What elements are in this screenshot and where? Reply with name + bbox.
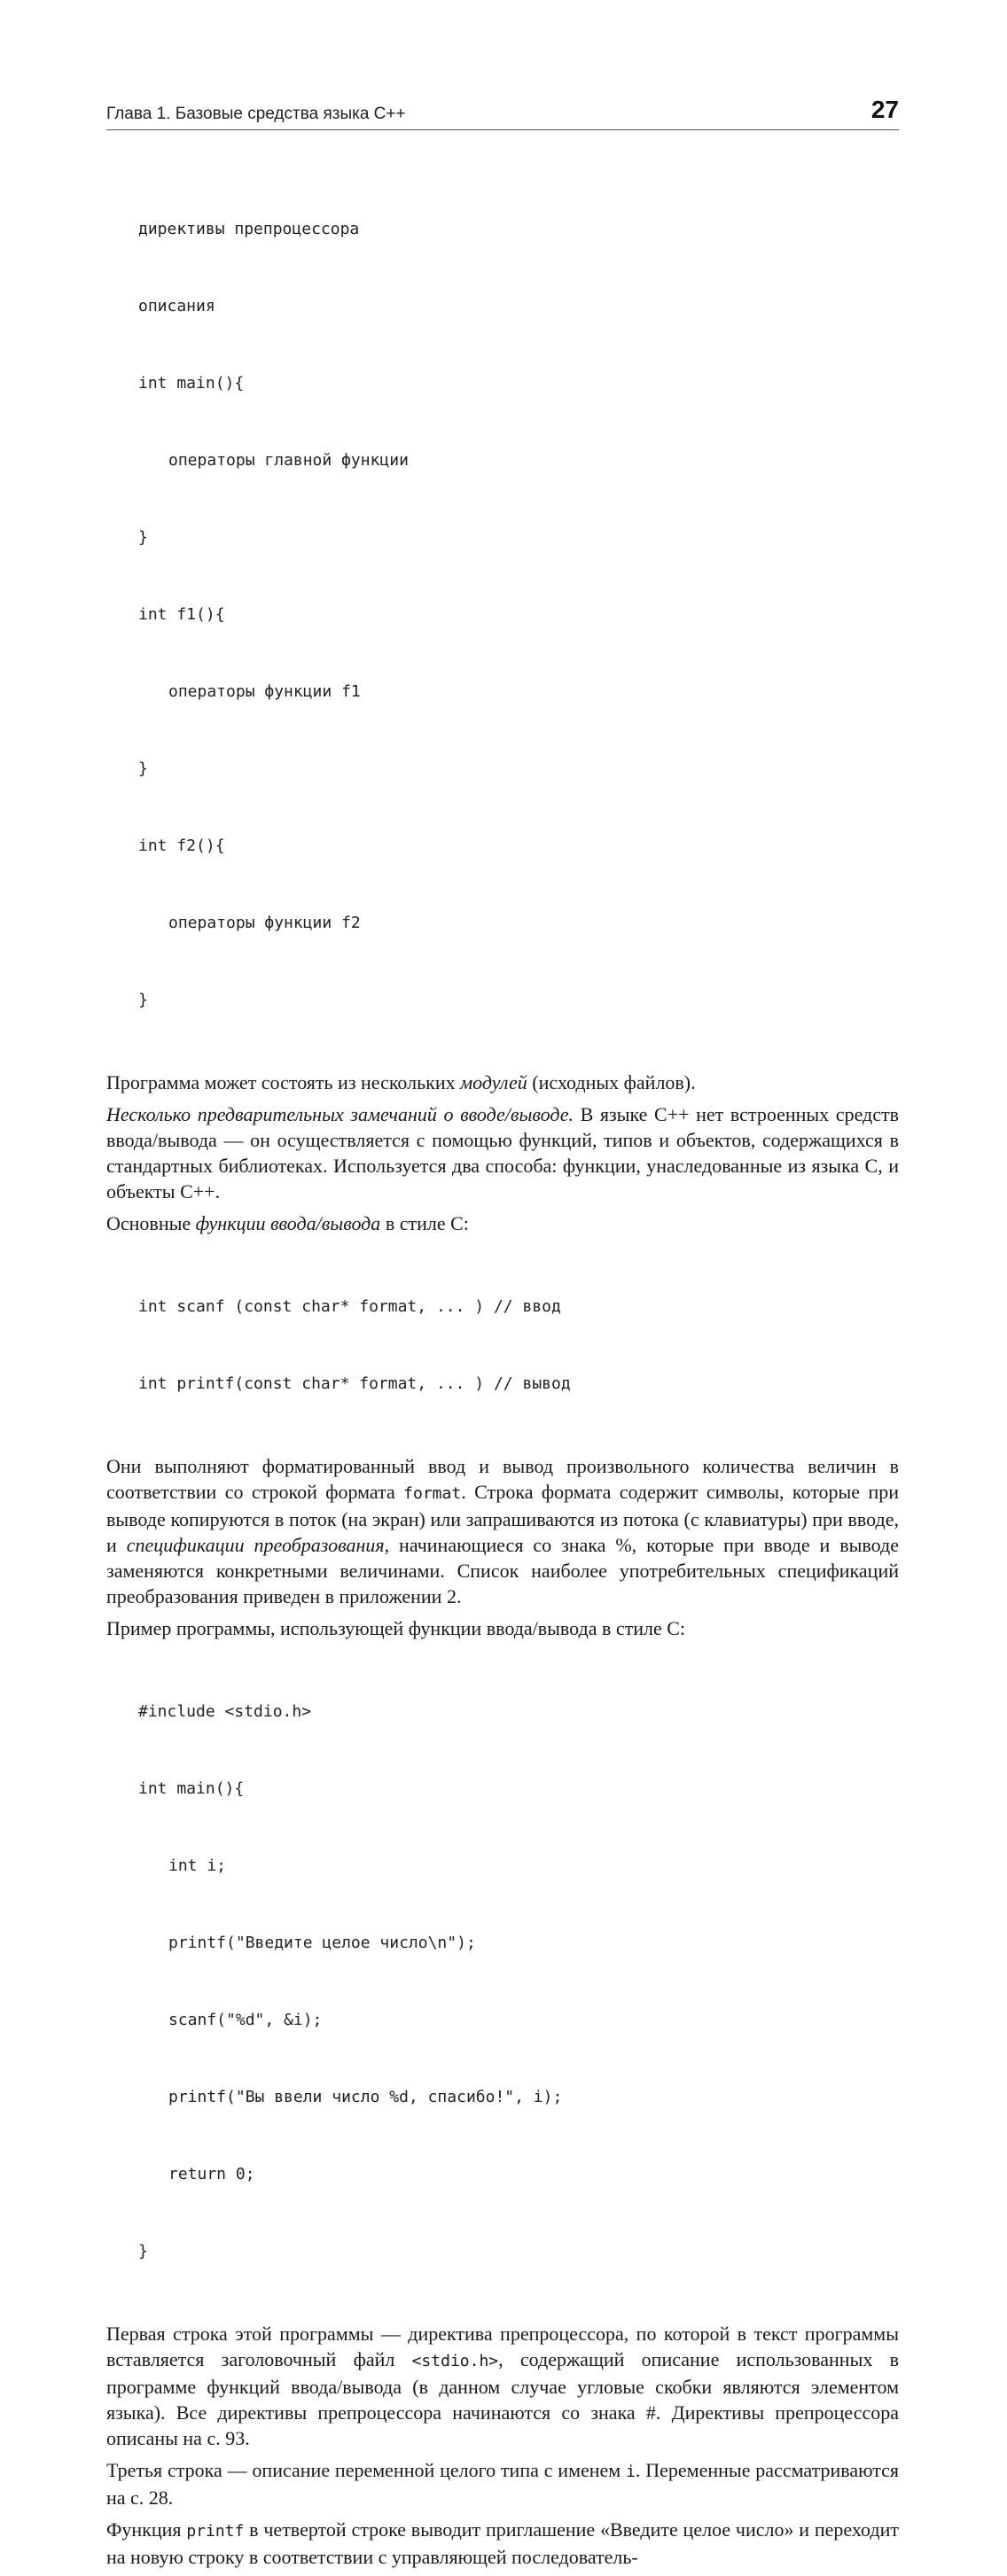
code-line: printf("Введите целое число\n");: [168, 1934, 476, 1952]
paragraph-printf: Функция printf в четвертой строке выводит приглашение «Введите целое число» и переходит на новую строку в соответствии с управляющей последователь-: [106, 2518, 900, 2568]
paragraph-format-description: Они выполняют форматированный ввод и вывод произвольного количества величин в соответствии со строкой формата format. Строка формата содержит символы, которые при выводе копируются в поток (на экран) или запрашиваются из потока (с клавиатуры) при вводе, и спецификации преобразования, начинающиеся со знака %, которые при вводе и выводе заменяются конкретными величинами. Список наиболее употребительных спецификаций преобразования приведен в приложении 2.: [106, 1455, 900, 1607]
code-block-io-signatures: [106, 1242, 899, 1448]
code-line: return 0;: [168, 2165, 255, 2183]
page-number: 27: [870, 96, 899, 123]
code-line: }: [138, 759, 148, 778]
code-block-program-structure: [106, 165, 899, 1064]
paragraph-example-intro: Пример программы, использующей функции ввода/вывода в стиле С:: [106, 1617, 686, 1639]
paragraph-modules: Программа может состоять из нескольких модулей (исходных файлов).: [106, 1071, 696, 1093]
code-line: описания: [138, 297, 215, 315]
code-line: scanf("%d", &i);: [168, 2011, 323, 2029]
running-title: Глава 1. Базовые средства языка С++: [106, 105, 406, 123]
code-line: }: [138, 991, 148, 1009]
paragraph-io-functions: Основные функции ввода/вывода в стиле С:: [106, 1212, 469, 1234]
code-line: int f2(){: [138, 837, 225, 855]
code-line: #include <stdio.h>: [138, 1702, 312, 1721]
code-line: операторы функции f1: [168, 682, 361, 701]
code-block-example-program: [106, 1647, 899, 2315]
paragraph-io-remarks: Несколько предварительных замечаний о вводе/выводе. В языке С++ нет встроенных средств ввода/вывода — он осуществляется с помощью функций, типов и объектов, содержащихся в стандартных библиотеках. Используется два способа: функции, унаследованные из языка С, и объекты С++.: [106, 1103, 899, 1202]
code-line: printf("Вы ввели число %d, спасибо!", i);: [168, 2088, 563, 2106]
code-line: }: [138, 2242, 148, 2261]
code-line: int scanf (const char* format, ... ) // ввод: [138, 1297, 561, 1316]
code-line: int f1(){: [138, 605, 225, 624]
code-line: директивы препроцессора: [138, 220, 360, 238]
paragraph-first-line: Первая строка этой программы — директива препроцессора, по которой в текст программы вставляется заголовочный файл <stdio.h>, содержащий описание использованных в программе функций ввода/вывода (в данном случае угловые скобки являются элементом языка). Все директивы препроцессора начинаются со знака #. Директивы препроцессора описаны на с. 93.: [106, 2323, 899, 2449]
code-line: int main(){: [138, 1779, 245, 1798]
page-body: [106, 165, 899, 2576]
code-line: операторы главной функции: [168, 451, 409, 470]
code-line: int printf(const char* format, ... ) // вывод: [138, 1374, 571, 1393]
page-header: [106, 96, 899, 130]
code-line: int main(){: [138, 374, 245, 393]
code-line: операторы функции f2: [168, 914, 361, 932]
code-line: int i;: [168, 1856, 227, 1875]
paragraph-third-line: Третья строка — описание переменной целого типа с именем i. Переменные рассматриваются на с. 28.: [106, 2459, 899, 2509]
code-line: }: [138, 528, 148, 547]
